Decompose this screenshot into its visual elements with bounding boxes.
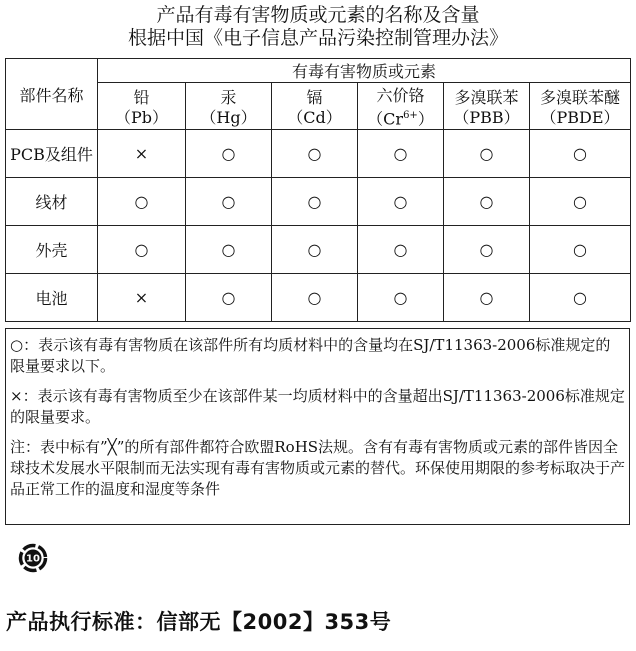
part-name-header: 部件名称 [6,59,98,130]
status-cell: ○ [272,130,358,178]
status-cell: ○ [444,226,530,274]
substance-header-pbb [444,83,530,130]
hazardous-substances-table [5,58,631,322]
substance-header-cd [272,83,358,130]
table-row [6,226,631,274]
status-cell: ○ [272,274,358,322]
status-cell: × [98,130,186,178]
substance-name: 镉 [306,87,323,107]
status-cell: ○ [98,226,186,274]
substance-name: 多溴联苯 [454,87,519,107]
title-line-1: 产品有毒有害物质或元素的名称及含量 [156,4,480,26]
substance-header-pbde [530,83,631,130]
substance-header-pb [98,83,186,130]
status-cell: ○ [358,130,444,178]
logo-number: 10 [26,553,40,565]
status-cell: ○ [358,226,444,274]
status-cell: ○ [530,178,631,226]
status-cell: ○ [358,178,444,226]
substance-symbol: （PBDE） [540,107,620,127]
substance-group-header: 有毒有害物质或元素 [98,59,631,83]
status-cell: ○ [186,130,272,178]
substance-symbol-main: （Cr [367,109,404,129]
table-row [6,178,631,226]
status-cell: ○ [272,226,358,274]
status-cell: ○ [272,178,358,226]
environment-protection-period-icon [18,543,48,573]
substance-name: 六价铬 [376,86,425,105]
title-line-2: 根据中国《电子信息产品污染控制管理办法》 [127,27,508,49]
note-rohs: 注：表中标有”╳”的所有部件都符合欧盟RoHS法规。含有有毒有害物质或元素的部件皆因全球技术发展水平限制而无法实现有毒有害物质或元素的替代。环保使用期限的参考标取决于产品正常工作的温度和湿度等条件 [10,438,626,498]
substance-header-cr6 [358,83,444,130]
substance-name: 铅 [133,87,150,107]
substance-symbol: （Pb） [114,107,168,127]
status-cell: ○ [444,274,530,322]
product-standard: 产品执行标准：信部无【2002】353号 [6,610,392,634]
status-cell: ○ [444,130,530,178]
note-cross-meaning: ×：表示该有毒有害物质至少在该部件某一均质材料中的含量超出SJ/T11363-2006标准规定的限量要求。 [10,387,625,426]
notes-box [5,328,630,525]
table-row [6,130,631,178]
status-cell: ○ [530,274,631,322]
status-cell: ○ [186,226,272,274]
status-cell: ○ [358,274,444,322]
status-cell: ○ [444,178,530,226]
status-cell: ○ [98,178,186,226]
substance-symbol-sup: 6+ [403,110,418,121]
note-circle-meaning: ○：表示该有毒有害物质在该部件所有均质材料中的含量均在SJ/T11363-2006标准规定的限量要求以下。 [10,336,611,375]
part-name-cell: 电池 [6,274,98,322]
status-cell: ○ [186,274,272,322]
part-name-cell: PCB及组件 [6,130,98,178]
substance-symbol: （PBB） [453,107,520,127]
status-cell: × [98,274,186,322]
part-name-cell: 外壳 [6,226,98,274]
substance-name: 汞 [220,87,237,107]
status-cell: ○ [186,178,272,226]
substance-header-row [6,83,631,130]
substance-symbol: （Hg） [200,107,257,127]
substance-name: 多溴联苯醚 [540,87,621,107]
table-row [6,274,631,322]
part-name-cell: 线材 [6,178,98,226]
substance-symbol [358,106,443,129]
substance-symbol-end: ） [417,109,434,129]
substance-header-hg [186,83,272,130]
status-cell: ○ [530,226,631,274]
substance-symbol: （Cd） [287,107,342,127]
status-cell: ○ [530,130,631,178]
